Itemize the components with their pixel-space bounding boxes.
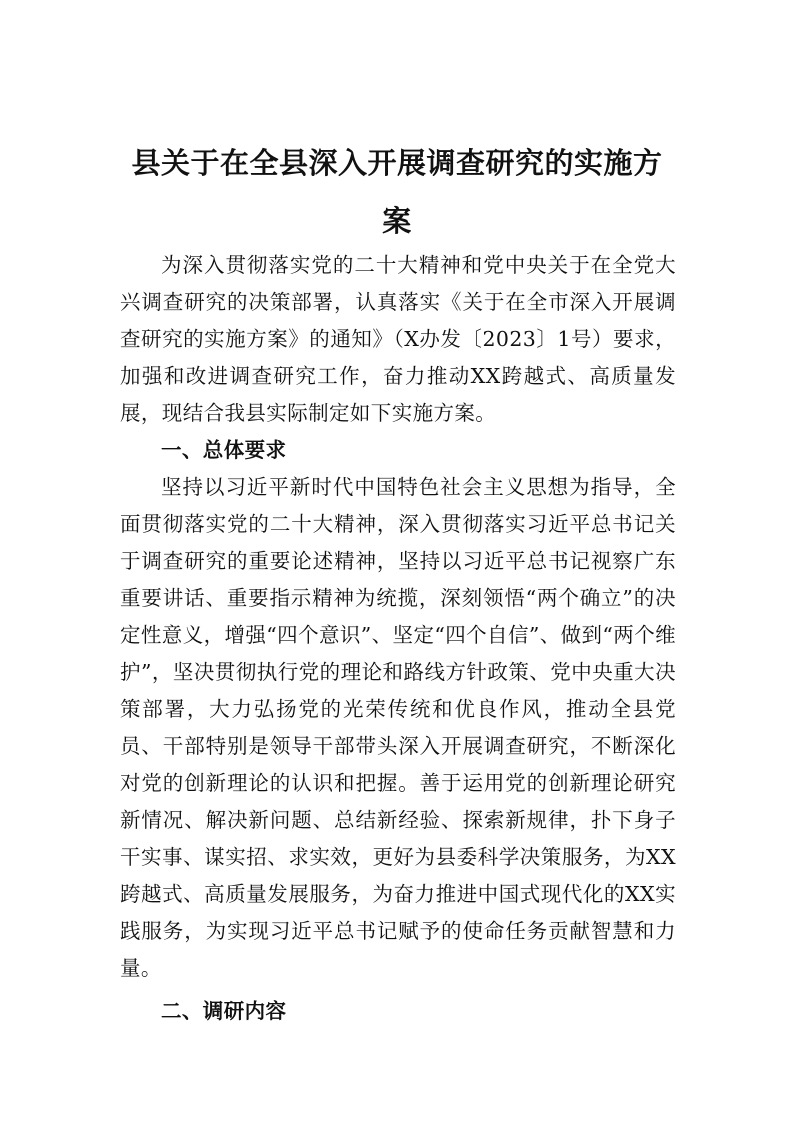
general-requirements-paragraph: 坚持以习近平新时代中国特色社会主义思想为指导，全面贯彻落实党的二十大精神，深入贯彻落实习近平总书记关于调查研究的重要论述精神，坚持以习近平总书记视察广东重要讲话、重要指示精神为统揽，深刻领悟“两个确立”的决定性意义，增强“四个意识”、坚定“四个自信”、做到“两个维护”，坚决贯彻执行党的理论和路线方针政策、党中央重大决策部署，大力弘扬党的光荣传统和优良作风，推动全县党员、干部特别是领导干部带头深入开展调查研究，不断深化对党的创新理论的认识和把握。善于运用党的创新理论研究新情况、解决新问题、总结新经验、探索新规律，扑下身子干实事、谋实招、求实效，更好为县委科学决策服务，为XX跨越式、高质量发展服务，为奋力推进中国式现代化的XX实践服务，为实现习近平总书记赋予的使命任务贡献智慧和力量。 xyxy=(120,475,676,980)
intro-paragraph: 为深入贯彻落实党的二十大精神和党中央关于在全党大兴调查研究的决策部署，认真落实《关于在全市深入开展调查研究的实施方案》的通知》（X办发〔2023〕1号）要求，加强和改进调查研究工作，奋力推动XX跨越式、高质量发展，现结合我县实际制定如下实施方案。 xyxy=(120,253,676,425)
document-title: 县关于在全县深入开展调查研究的实施方案 xyxy=(131,146,663,238)
section-heading-research-content: 二、调研内容 xyxy=(161,999,287,1023)
section-heading-general-requirements: 一、总体要求 xyxy=(161,438,287,462)
document-body xyxy=(120,247,676,1030)
